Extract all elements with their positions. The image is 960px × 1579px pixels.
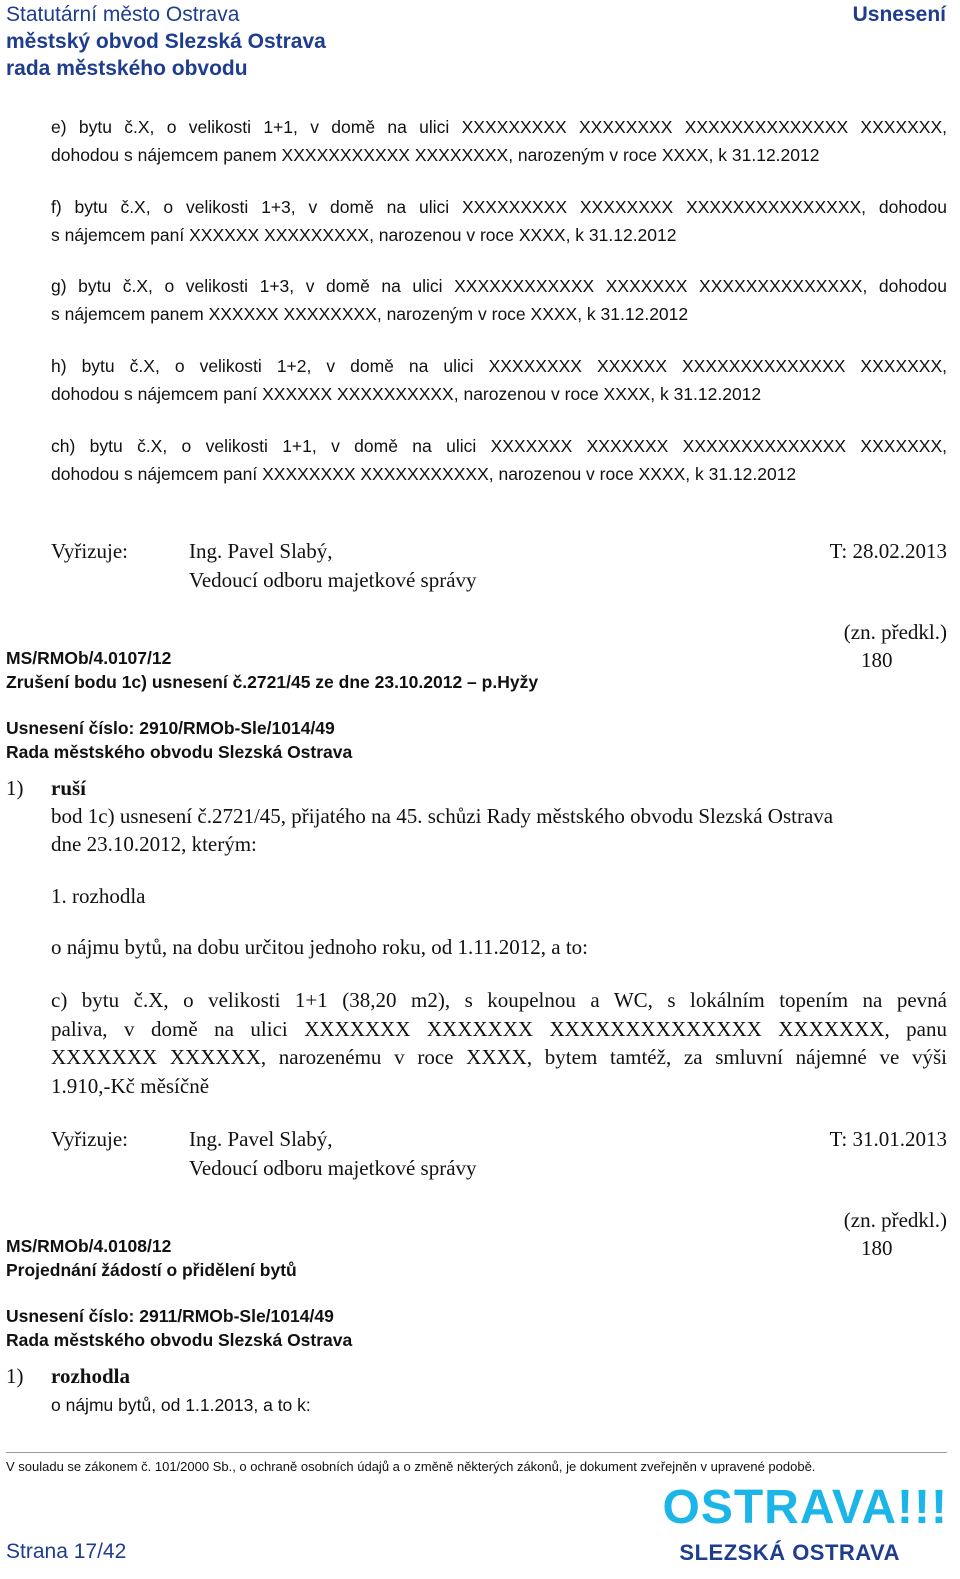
- logo-slezska-text: SLEZSKÁ OSTRAVA: [679, 1540, 900, 1565]
- item-c-line: XXXXXXX XXXXXX, narozenému v roce XXXX, bytem tamtéž, za smluvní nájemné ve výši: [51, 1045, 947, 1069]
- list-item: [51, 352, 947, 408]
- point-number: 1): [6, 1364, 24, 1388]
- item-line-1: h) bytu č.X, o velikosti 1+2, v domě na ulici XXXXXXXX XXXXXX XXXXXXXXXXXXXX XXXXXXX,: [51, 356, 947, 376]
- footer-divider: [6, 1452, 947, 1453]
- item-c-line: c) bytu č.X, o velikosti 1+1 (38,20 m2), s koupelnou a WC, s lokálním topením na pevná: [51, 988, 947, 1012]
- resolution-body: Rada městského obvodu Slezská Ostrava: [6, 742, 353, 762]
- agenda-subject: Zrušení bodu 1c) usnesení č.2721/45 ze dne 23.10.2012 – p.Hyžy: [6, 672, 539, 692]
- privacy-note: V souladu se zákonem č. 101/2000 Sb., o ochraně osobních údajů a o změně některých zákonů, je dokument zveřejněn v upravené podobě.: [6, 1459, 816, 1474]
- item-line-1: e) bytu č.X, o velikosti 1+1, v domě na ulici XXXXXXXXX XXXXXXXX XXXXXXXXXXXXXX XXXXXXX,: [51, 117, 947, 137]
- responsible-role: Vedoucí odboru majetkové správy: [189, 1156, 477, 1180]
- resolution-number: Usnesení číslo: 2910/RMOb-Sle/1014/49: [6, 718, 335, 738]
- responsible-label: Vyřizuje:: [51, 539, 128, 563]
- deadline: T: 28.02.2013: [829, 539, 947, 563]
- logo-ostrava-text: OSTRAVA!!!: [662, 1481, 948, 1534]
- list-item: [51, 193, 947, 249]
- point-text: bod 1c) usnesení č.2721/45, přijatého na 45. schůzi Rady městského obvodu Slezská Ostrava: [51, 804, 834, 828]
- item-line-2: dohodou s nájemcem paní XXXXXXXX XXXXXXXXXXX, narozenou v roce XXXX, k 31.12.2012: [51, 464, 797, 484]
- point-text: o nájmu bytů, od 1.1.2013, a to k:: [51, 1395, 311, 1415]
- agenda-code: MS/RMOb/4.0108/12: [6, 1236, 172, 1256]
- item-line-2: s nájemcem paní XXXXXX XXXXXXXXX, narozenou v roce XXXX, k 31.12.2012: [51, 225, 677, 245]
- page-number: Strana 17/42: [6, 1540, 127, 1563]
- point-text: dne 23.10.2012, kterým:: [51, 832, 257, 856]
- point-verb: rozhodla: [51, 1364, 130, 1388]
- header-district: městský obvod Slezská Ostrava: [6, 30, 326, 53]
- zn-predkl-value: 180: [861, 648, 893, 672]
- agenda-code: MS/RMOb/4.0107/12: [6, 648, 172, 668]
- resolution-body: Rada městského obvodu Slezská Ostrava: [6, 1330, 353, 1350]
- item-line-1: g) bytu č.X, o velikosti 1+3, v domě na ulici XXXXXXXXXXXX XXXXXXX XXXXXXXXXXXXXX, dohodou: [51, 276, 947, 296]
- sub-point: 1. rozhodla: [51, 884, 146, 908]
- doc-type-label: Usnesení: [852, 3, 946, 26]
- item-line-2: dohodou s nájemcem panem XXXXXXXXXXX XXXXXXXX, narozeným v roce XXXX, k 31.12.2012: [51, 145, 820, 165]
- deadline: T: 31.01.2013: [829, 1127, 947, 1151]
- ostrava-logo: [638, 1481, 948, 1569]
- agenda-subject: Projednání žádostí o přidělení bytů: [6, 1260, 297, 1280]
- resolution-number: Usnesení číslo: 2911/RMOb-Sle/1014/49: [6, 1306, 334, 1326]
- zn-predkl-value: 180: [861, 1236, 893, 1260]
- point-number: 1): [6, 776, 24, 800]
- responsible-label: Vyřizuje:: [51, 1127, 128, 1151]
- responsible-role: Vedoucí odboru majetkové správy: [189, 568, 477, 592]
- header-city: Statutární město Ostrava: [6, 3, 240, 26]
- item-line-2: s nájemcem panem XXXXXX XXXXXXXX, narozeným v roce XXXX, k 31.12.2012: [51, 304, 689, 324]
- zn-predkl-label: (zn. předkl.): [843, 1208, 947, 1232]
- quoted-item-c: [51, 986, 947, 1100]
- responsible-name: Ing. Pavel Slabý,: [189, 1127, 333, 1151]
- item-c-line: paliva, v domě na ulici XXXXXXX XXXXXXX XXXXXXXXXXXXXX XXXXXXX, panu: [51, 1016, 947, 1041]
- item-line-1: f) bytu č.X, o velikosti 1+3, v domě na ulici XXXXXXXXX XXXXXXXX XXXXXXXXXXXXXXX, dohodou: [51, 197, 947, 217]
- sub-point-text: o nájmu bytů, na dobu určitou jednoho roku, od 1.11.2012, a to:: [51, 935, 588, 959]
- responsible-name: Ing. Pavel Slabý,: [189, 539, 333, 563]
- list-item: [51, 272, 947, 328]
- list-item: [51, 432, 947, 488]
- item-line-2: dohodou s nájemcem paní XXXXXX XXXXXXXXXX, narozenou v roce XXXX, k 31.12.2012: [51, 384, 762, 404]
- zn-predkl-label: (zn. předkl.): [843, 620, 947, 644]
- point-verb: ruší: [51, 776, 87, 800]
- list-item: [51, 113, 947, 169]
- item-line-1: ch) bytu č.X, o velikosti 1+1, v domě na ulici XXXXXXX XXXXXXX XXXXXXXXXXXXXX XXXXXXX,: [51, 436, 947, 456]
- header-council: rada městského obvodu: [6, 57, 248, 80]
- item-c-line: 1.910,-Kč měsíčně: [51, 1073, 210, 1098]
